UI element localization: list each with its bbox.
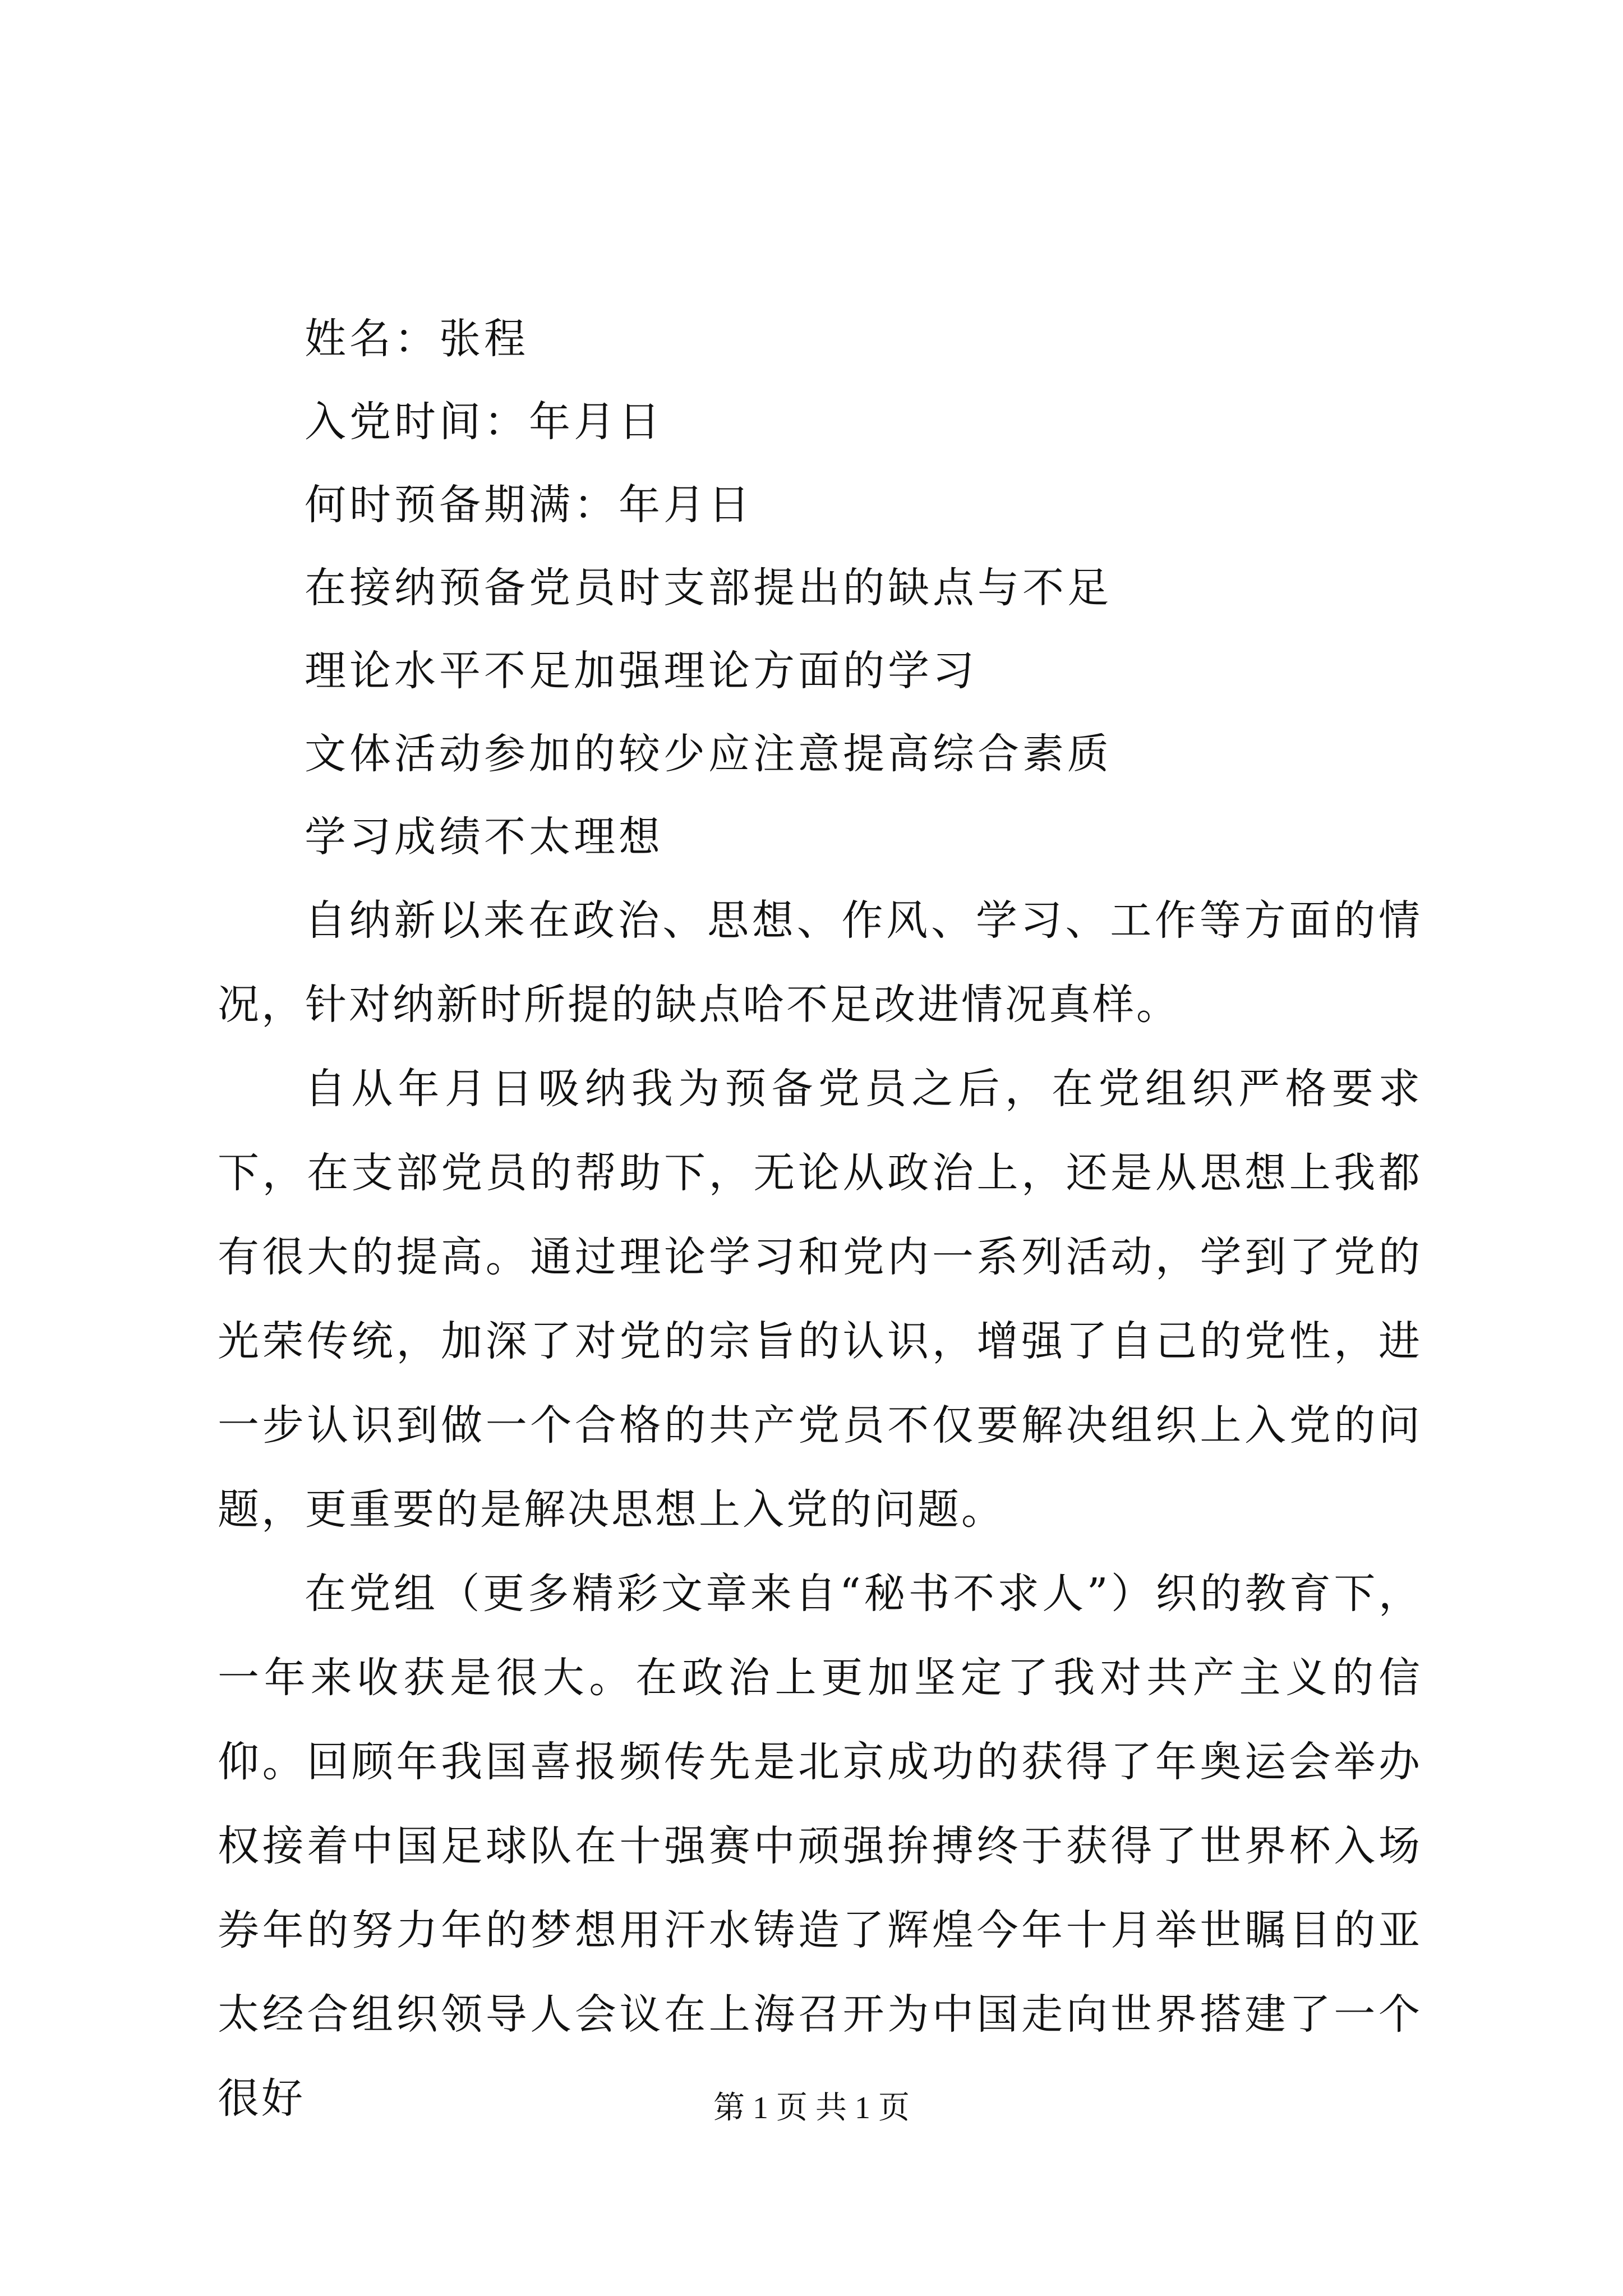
name-field: 姓名：张程	[305, 315, 529, 363]
shortcoming-item: 文体活动参加的较少应注意提高综合素质	[305, 730, 1112, 778]
body-paragraph: 在党组（更多精彩文章来自“秘书不求人”）织的教育下，一年来收获是很大。在政治上更加坚定了我对共产主义的信仰。回顾年我国喜报频传先是北京成功的获得了年奥运会举办权接着中国足球队在十强赛中顽强拚搏终于获得了世界杯入场券年的努力年的梦想用汗水铸造了辉煌今年十月举世瞩目的亚太经合组织领导人会议在上海召开为中国走向世界搭建了一个很好	[218, 1570, 1422, 2123]
body-paragraph: 自纳新以来在政治、思想、作风、学习、工作等方面的情况，针对纳新时所提的缺点哈不足改进情况真样。	[218, 896, 1422, 1029]
shortcoming-item: 学习成绩不太理想	[305, 813, 663, 861]
shortcomings-heading: 在接纳预备党员时支部提出的缺点与不足	[305, 564, 1112, 612]
join-time-field: 入党时间：年月日	[305, 398, 663, 446]
probation-end-field: 何时预备期满：年月日	[305, 481, 753, 529]
shortcoming-item: 理论水平不足加强理论方面的学习	[305, 647, 978, 695]
document-body	[218, 297, 1422, 2141]
page-footer: 第 1 页 共 1 页	[713, 2091, 910, 2125]
body-paragraph: 自从年月日吸纳我为预备党员之后，在党组织严格要求下，在支部党员的帮助下，无论从政治上，还是从思想上我都有很大的提高。通过理论学习和党内一系列活动，学到了党的光荣传统，加深了对党的宗旨的认识，增强了自己的党性，进一步认识到做一个合格的共产党员不仅要解决组织上入党的问题，更重要的是解决思想上入党的问题。	[218, 1065, 1422, 1534]
